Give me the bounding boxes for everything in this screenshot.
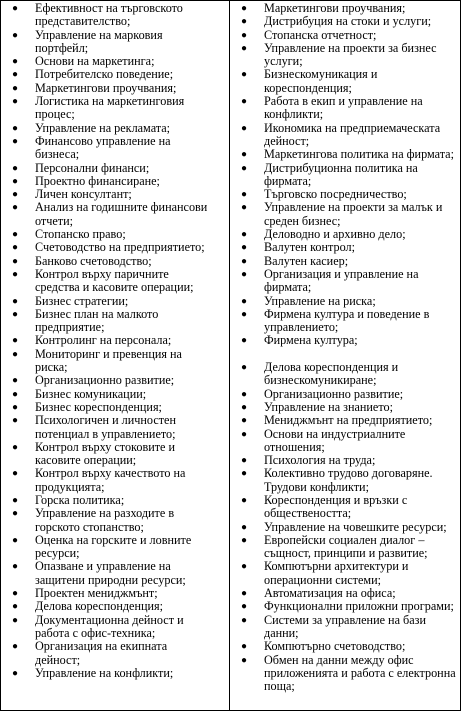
bullet-icon: ● [241,255,248,267]
list-item [241,253,456,268]
list-item-text: същност, принципи и развитие; [264,546,428,561]
bullet-icon: ● [241,534,248,546]
bullet-icon: ● [12,588,19,600]
list-item [12,639,226,667]
list-item-text: Валутен касиер; [264,253,349,268]
list-item [12,266,226,295]
list-item [12,586,226,601]
list-item-text: Управление на проекти за малък и [264,200,443,215]
list-item [12,346,226,375]
list-item-text: Маркетингови проучвания; [35,80,177,95]
list-item [12,559,226,587]
bullet-icon: ● [12,122,19,134]
list-item-text: кореспонденция; [264,80,352,95]
list-item-text: Психологичен и личностен [35,413,176,428]
list-item [12,173,226,188]
list-item [241,466,456,494]
list-item [12,27,226,56]
list-item [241,227,456,242]
list-item [241,519,456,534]
bullet-icon: ● [241,229,248,241]
list-item-text: Икономика на предприемаческата [264,120,441,135]
list-item [241,360,456,388]
right-course-list [230,2,459,693]
bullet-icon: ● [241,162,248,174]
list-item [241,94,456,122]
bullet-icon: ● [241,202,248,214]
list-item [12,373,226,388]
list-item-text: фирмата; [264,280,312,295]
list-item-text: Организация на екипната [35,639,168,654]
list-item-text: Кореспонденция и връзки с [264,492,408,507]
bullet-icon: ● [241,614,248,626]
list-item-text: Проектен мениджмънт; [35,586,158,601]
list-item [241,293,456,308]
list-item-text: Компютърно счетоводство; [264,639,406,654]
list-item [241,160,456,189]
list-item-text: Мениджмънт на предприятието; [264,413,433,428]
list-item-text: портфейл; [35,40,89,55]
list-item-text: Дистрибуция на стоки и услуги; [264,14,432,29]
list-item-text: Делова кореспонденция; [35,599,164,614]
list-item [241,187,456,202]
list-item-text: Контрол върху паричните [35,266,169,281]
bullet-icon: ● [241,588,248,600]
list-item [12,506,226,534]
bullet-icon: ● [241,29,248,41]
list-item-text: Счетоводство на предприятието; [35,240,205,255]
list-item-text: Контрол върху качеството на [35,466,186,481]
list-item [241,426,456,455]
bullet-icon: ● [241,3,248,14]
list-item-text: Горска политика; [35,492,125,507]
list-item-text: Оценка на горските и ловните [35,532,192,547]
list-item-text: бизнескомуникиране; [264,373,377,388]
list-item [241,27,456,42]
list-item-text: горското стопанство; [35,519,144,534]
list-item-text: Стопанска отчетност; [264,27,377,42]
list-item-text: Основи на маркетинга; [35,54,155,69]
list-item-text: Персонални финанси; [35,160,150,175]
bullet-icon: ● [12,268,19,280]
list-item [241,386,456,401]
bullet-icon: ● [241,42,248,54]
list-item-text: Бизнес кореспонденция; [35,399,162,414]
list-item-text: Управление на знанието; [264,399,393,414]
bullet-icon: ● [12,401,19,413]
bullet-icon: ● [241,69,248,81]
bullet-icon: ● [241,401,248,413]
bullet-icon: ● [241,521,248,533]
list-item [12,306,226,335]
list-item-text: Управление на проекти за бизнес [264,40,437,55]
bullet-icon: ● [12,388,19,400]
list-item-text: Управление на човешките ресурси; [264,519,447,534]
list-item-text: Компютърни архитектури и [264,559,409,574]
list-item [241,599,456,614]
list-item-text: продукцията; [35,479,105,494]
list-item [241,333,456,348]
list-item [241,492,456,521]
list-item [12,187,226,202]
bullet-icon: ● [241,601,248,613]
list-item [241,200,456,228]
list-item-text: Анализ на годишните финансови [35,200,208,215]
list-item-text: Маркетингови проучвания; [264,1,406,15]
bullet-icon: ● [12,82,19,94]
list-item-text: Функционални приложни програми; [264,599,454,614]
list-item-text: Личен консултант; [35,187,132,202]
list-item [12,160,226,175]
list-item [241,120,456,149]
list-item [12,1,226,29]
list-item [241,652,456,694]
bullet-icon: ● [241,428,248,440]
bullet-icon: ● [241,189,248,201]
list-item [241,453,456,468]
bullet-icon: ● [241,641,248,653]
list-item-text: отношения; [264,439,325,454]
list-item [12,133,226,162]
left-column [1,1,230,710]
bullet-icon: ● [241,654,248,666]
list-item-text: Мониторинг и превенция на [35,346,182,361]
list-item [12,466,226,494]
bullet-icon: ● [12,441,19,453]
bullet-icon: ● [12,508,19,520]
list-item [241,639,456,654]
list-item [241,67,456,95]
bullet-icon: ● [12,415,19,427]
list-item [12,67,226,82]
bullet-icon: ● [12,189,19,201]
list-item-text: Организация и управление на [264,266,419,281]
list-item-text: поща; [264,679,295,694]
bullet-icon: ● [12,561,19,573]
list-item [241,586,456,601]
list-item-text: операционни системи; [264,572,381,587]
list-item [12,293,226,308]
list-item-text: Работа в екип и управление на [264,94,423,109]
bullet-icon: ● [241,468,248,480]
list-item [12,612,226,641]
list-item [12,413,226,441]
bullet-icon: ● [241,335,248,347]
list-item-text: Ефективност на търговското [35,1,183,15]
list-item [12,665,226,680]
list-item-text: Колективно трудово договаряне. [264,466,433,481]
bullet-icon: ● [241,16,248,28]
bullet-icon: ● [241,455,248,467]
list-item-text: защитени природни ресурси; [35,572,186,587]
list-item-text: Банково счетоводство; [35,253,152,268]
list-item-text: приложенията и работа с електронна [264,665,456,680]
list-item-text: касовите операции; [35,453,137,468]
list-item [12,439,226,468]
list-item [12,54,226,69]
list-item-text: Управление на рекламата; [35,120,171,135]
list-item [241,306,456,335]
bullet-icon: ● [241,308,248,320]
list-item-text: Управление на риска; [264,293,376,308]
list-item [241,559,456,587]
bullet-icon: ● [241,268,248,280]
list-item-text: Делова кореспонденция и [264,360,399,375]
bullet-icon: ● [12,175,19,187]
list-item-text: Контрол върху стоковите и [35,439,176,454]
list-item [12,200,226,228]
list-item [12,532,226,561]
bullet-icon: ● [12,242,19,254]
list-item-text: конфликти; [264,107,324,122]
list-item-text: работа с офис-техника; [35,625,156,640]
list-item-text: риска; [35,360,68,375]
list-item-text: Системи за управление на бази данни; [264,612,426,640]
list-item-text: Основи на индустриалните [264,426,406,441]
bullet-icon: ● [12,56,19,68]
list-item-text: Проектно финансиране; [35,173,160,188]
bullet-icon: ● [12,468,19,480]
list-item-text: дейност; [264,133,310,148]
list-item-text: Трудови конфликти; [264,479,369,494]
list-item-text: Търговско посредничество; [264,187,407,202]
bullet-icon: ● [12,69,19,81]
list-item [12,94,226,122]
list-item [241,612,456,641]
list-item [241,147,456,162]
bullet-icon: ● [12,29,19,41]
bullet-icon: ● [12,96,19,108]
bullet-icon: ● [12,614,19,626]
list-item-text: Контролинг на персонала; [35,333,172,348]
bullet-icon: ● [12,295,19,307]
bullet-icon: ● [241,415,248,427]
list-item-text: бизнеса; [35,147,80,162]
list-item-text: Стопанско право; [35,227,126,242]
list-item [12,80,226,95]
bullet-icon: ● [241,242,248,254]
list-item-text: Организационно развитие; [35,373,175,388]
list-item-text: Бизнескомуникация и [264,67,378,82]
bullet-icon: ● [12,494,19,506]
list-item-text: Фирмена култура и поведение в [264,306,430,321]
right-column [230,1,459,710]
bullet-icon: ● [12,375,19,387]
bullet-icon: ● [12,308,19,320]
list-item-text: Психология на труда; [264,453,376,468]
bullet-icon: ● [12,667,19,679]
list-item-text: Логистика на маркетинговия [35,94,185,109]
list-item-text: Управление на разходите в [35,506,175,521]
list-item [12,599,226,614]
list-item-text: Маркетингова политика на фирмата; [264,147,454,162]
bullet-icon: ● [12,335,19,347]
list-item-text: предприятие; [35,320,105,335]
list-item-text: Деловодно и архивно дело; [264,227,406,242]
list-item-text: отчети; [35,213,74,228]
list-item-text: средства и касовите операции; [35,280,194,295]
bullet-icon: ● [241,96,248,108]
list-item [241,413,456,428]
list-item [241,266,456,295]
list-item-text: Потребителско поведение; [35,67,174,82]
list-item-text: Бизнес стратегии; [35,293,129,308]
list-item [12,492,226,507]
list-item [12,399,226,414]
bullet-icon: ● [12,135,19,147]
bullet-icon: ● [241,362,248,374]
bullet-icon: ● [12,229,19,241]
list-item [12,333,226,348]
list-item-text: Бизнес план на малкото [35,306,159,321]
list-item-text: ресурси; [35,546,80,561]
list-item-text: Опазване и управление на [35,559,171,574]
bullet-icon: ● [12,601,19,613]
list-item [12,120,226,135]
list-item-text: представителство; [35,14,131,29]
list-item-text: Бизнес комуникации; [35,386,147,401]
left-course-list [1,2,229,680]
list-item-text: Европейски социален диалог – [264,532,425,547]
list-item-text: дейност; [35,652,81,667]
list-item-text: Организационно развитие; [264,386,404,401]
list-item [241,532,456,561]
list-item-text: Обмен на данни между офис [264,652,414,667]
list-item-text: Финансово управление на [35,133,171,148]
list-item-text: процес; [35,107,75,122]
bullet-icon: ● [12,255,19,267]
list-item [241,14,456,29]
list-item [241,1,456,15]
list-item-text: Фирмена култура; [264,333,358,348]
bullet-icon: ● [12,162,19,174]
list-item [241,399,456,414]
bullet-icon: ● [241,494,248,506]
list-item [12,386,226,401]
list-item-text: Автоматизация на офиса; [264,586,396,601]
list-item [241,40,456,69]
list-item-text: обществеността; [264,506,352,521]
list-item-text: среден бизнес; [264,213,341,228]
bullet-icon: ● [241,122,248,134]
bullet-icon: ● [12,348,19,360]
list-item-text: Управление на конфликти; [35,665,174,680]
list-item-text: управлението; [264,320,339,335]
bullet-icon: ● [241,561,248,573]
list-item [241,240,456,255]
list-item [12,253,226,268]
list-item-text: Документационна дейност и [35,612,184,627]
list-item-text: фирмата; [264,173,312,188]
bullet-icon: ● [12,3,19,14]
list-item-text: Валутен контрол; [264,240,356,255]
list-item [12,240,226,255]
bullet-icon: ● [241,295,248,307]
bullet-icon: ● [241,149,248,161]
bullet-icon: ● [12,534,19,546]
bullet-icon: ● [12,202,19,214]
bullet-icon: ● [241,388,248,400]
list-item-text: потенциал в управлението; [35,426,176,441]
list-item [12,227,226,242]
list-item-text: Дистрибуционна политика на [264,160,418,175]
list-item-text: Управление на марковия [35,27,163,42]
bullet-icon: ● [12,641,19,653]
list-item-text: услуги; [264,54,303,69]
